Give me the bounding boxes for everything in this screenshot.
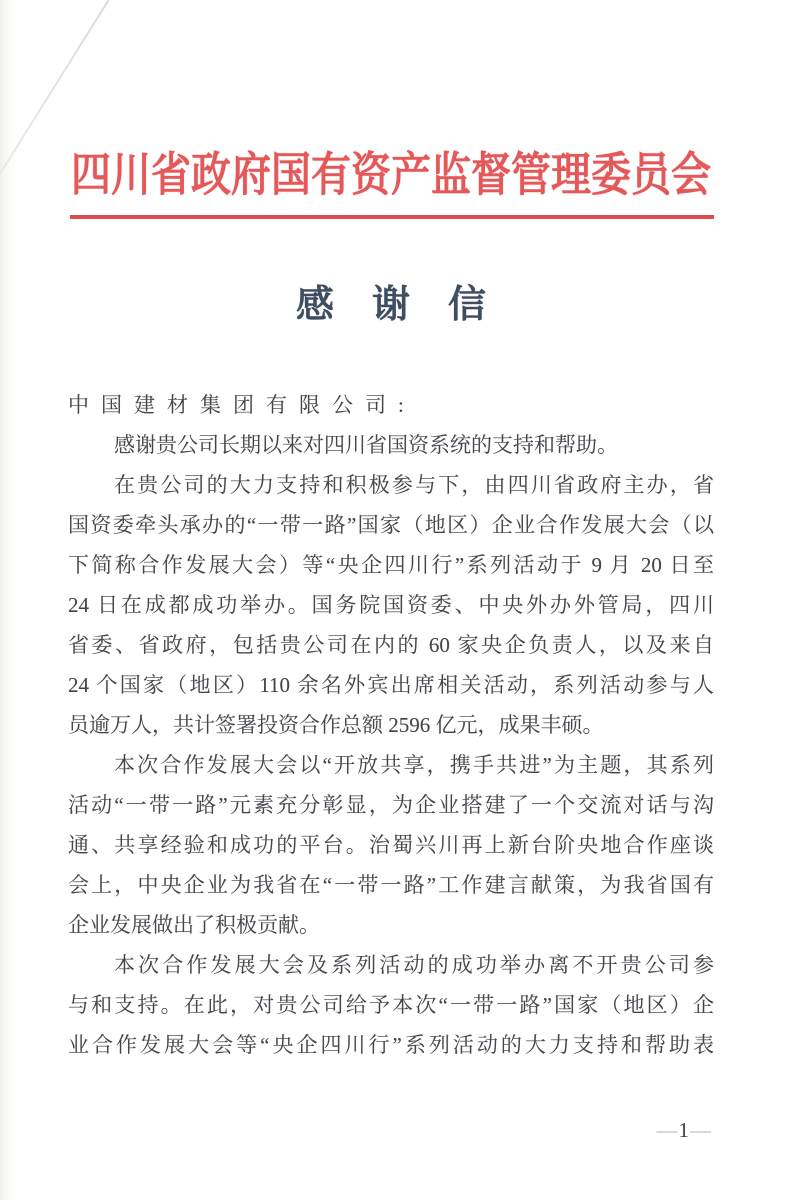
body-line: 中国建材集团有限公司: — [68, 393, 416, 417]
page-number-dash-left: — — [656, 1118, 678, 1142]
body-line: 在贵公司的大力支持和积极参与下，由四川省政府主办，省 — [114, 473, 714, 497]
page-footer — [657, 1118, 712, 1142]
page-number: 1 — [678, 1118, 689, 1142]
page-number-dash-right: — — [690, 1118, 711, 1142]
body-line: 通、共享经验和成功的平台。治蜀兴川再上新台阶央地合作座谈 — [68, 833, 714, 857]
letter-body — [68, 385, 714, 1065]
body-line: 本次合作发展大会及系列活动的成功举办离不开贵公司参 — [114, 953, 714, 977]
letter-title: 感 谢 信 — [295, 284, 486, 326]
body-line: 本次合作发展大会以“开放共享，携手共进”为主题，其系列 — [114, 753, 714, 777]
body-line: 国资委牵头承办的“一带一路”国家（地区）企业合作发展大会（以 — [68, 513, 714, 537]
body-line: 与和支持。在此，对贵公司给予本次“一带一路”国家（地区）企 — [68, 993, 714, 1017]
body-line: 活动“一带一路”元素充分彰显，为企业搭建了一个交流对话与沟 — [68, 793, 714, 817]
body-line: 企业发展做出了积极贡献。 — [68, 913, 320, 937]
body-line: 业合作发展大会等“央企四川行”系列活动的大力支持和帮助表 — [68, 1033, 714, 1057]
body-line: 省委、省政府，包括贵公司在内的 60 家央企负责人，以及来自 — [68, 633, 714, 657]
body-line: 24 日在成都成功举办。国务院国资委、中央外办外管局，四川 — [68, 593, 714, 617]
body-line: 下简称合作发展大会）等“央企四川行”系列活动于 9 月 20 日至 — [68, 553, 714, 577]
body-line: 会上，中央企业为我省在“一带一路”工作建言献策，为我省国有 — [68, 873, 714, 897]
body-line: 感谢贵公司长期以来对四川省国资系统的支持和帮助。 — [114, 433, 618, 457]
letterhead-divider-rule — [70, 215, 714, 219]
letterhead-org-name: 四川省政府国有资产监督管理委员会 — [71, 148, 711, 202]
body-line: 员逾万人，共计签署投资合作总额 2596 亿元，成果丰硕。 — [68, 713, 604, 737]
body-line: 24 个国家（地区）110 余名外宾出席相关活动，系列活动参与人 — [68, 673, 714, 697]
